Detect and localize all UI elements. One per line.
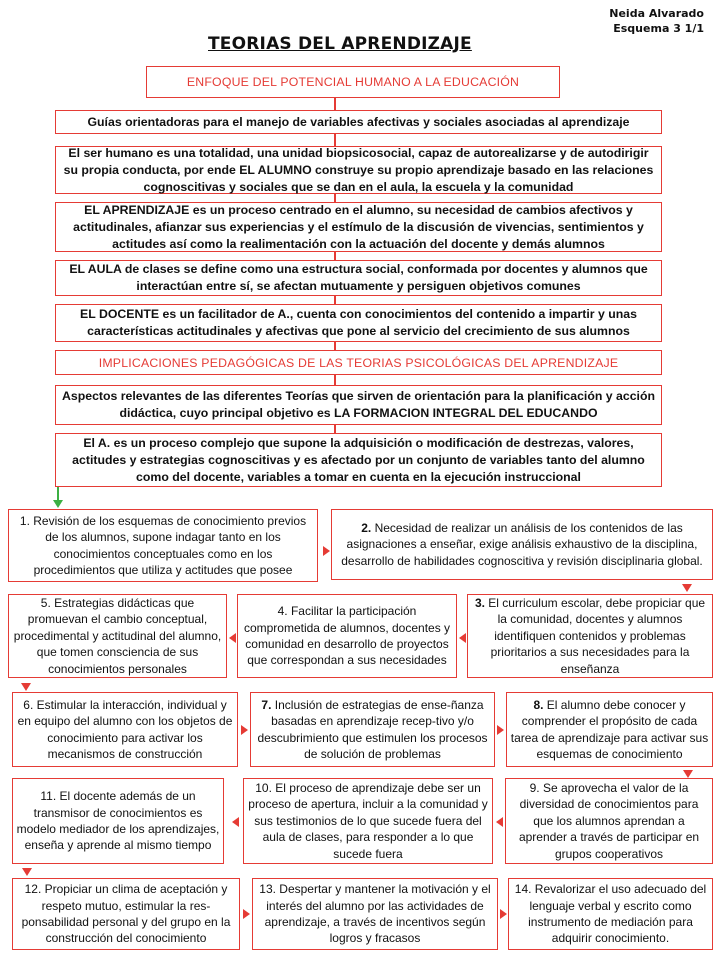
learning-box bbox=[55, 202, 662, 252]
item-3-number: 3. bbox=[474, 595, 485, 610]
arrow-down-icon bbox=[683, 770, 693, 778]
implications-text: IMPLICACIONES PEDAGÓGICAS DE LAS TEORIAS PSICOLÓGICAS DEL APRENDIZAJE bbox=[98, 355, 619, 370]
item-6-box bbox=[12, 692, 238, 767]
item-9-box bbox=[505, 778, 713, 864]
item-2-box bbox=[331, 509, 713, 580]
item-8-box bbox=[506, 692, 713, 767]
item-1-box bbox=[8, 509, 318, 582]
arrow-down-icon bbox=[22, 868, 32, 876]
item-8-text: El alumno debe conocer y comprender el propósito de cada tarea de aprendizaje para activar sus esquemas de conocimiento bbox=[510, 697, 709, 761]
item-13-box bbox=[252, 878, 498, 950]
connector-line bbox=[334, 425, 336, 433]
item-12-text: 12. Propiciar un clima de aceptación y respeto mutuo, estimular la res-ponsabilidad personal y del grupo en la construcción del conocimiento bbox=[21, 882, 231, 946]
item-4-box bbox=[237, 594, 457, 678]
item-2-text: Necesidad de realizar un análisis de los contenidos de las asignaciones a enseñar, exige análisis exhaustivo de la disciplina, desarrollo de habilidades cognoscitiva y revisión disciplinaria global. bbox=[341, 520, 703, 568]
arrow-right-icon bbox=[497, 725, 504, 735]
connector-line bbox=[334, 342, 336, 350]
human-being-text: El ser humano es una totalidad, una unidad biopsicosocial, capaz de autorealizarse y de autodirigir su propia conducta, por ende EL ALUMNO construye su propio aprendizaje basado en las relaciones cognoscitivas y sociales que se dan en el aula, la escuela y la comunidad bbox=[63, 145, 654, 194]
potential-approach-text: ENFOQUE DEL POTENCIAL HUMANO A LA EDUCACIÓN bbox=[186, 75, 520, 89]
process-box bbox=[55, 433, 662, 487]
author-block bbox=[609, 6, 704, 36]
arrow-right-icon bbox=[323, 546, 330, 556]
learning-text: EL APRENDIZAJE es un proceso centrado en el alumno, su necesidad de cambios afectivos y actitudinales, afianzar sus experiencias y el estímulo de la discusión de vivencias, sentimientos y actitudes así como la realimentación con la actuación del docente y demás alumnos bbox=[73, 202, 644, 251]
item-14-box bbox=[508, 878, 713, 950]
item-8-number: 8. bbox=[533, 697, 544, 712]
item-7-box bbox=[250, 692, 495, 767]
arrow-down-icon bbox=[682, 584, 692, 592]
item-7-number: 7. bbox=[261, 697, 272, 712]
item-13-text: 13. Despertar y mantener la motivación y el interés del alumno por las actividades de aprendizaje, a través de incentivos según logros y fracasos bbox=[259, 882, 491, 946]
arrow-left-icon bbox=[232, 817, 239, 827]
human-being-box bbox=[55, 146, 662, 194]
guides-text: Guías orientadoras para el manejo de variables afectivas y sociales asociadas al aprendizaje bbox=[87, 114, 630, 129]
item-10-box bbox=[243, 778, 493, 864]
item-10-text: 10. El proceso de aprendizaje debe ser un proceso de apertura, incluir a la comunidad y sus testimonios de lo que sucede fuera del aula de clases, para responder a lo que sucede fuera bbox=[248, 780, 488, 861]
item-11-text: 11. El docente además de un transmisor de conocimientos es modelo mediador de los aprendizajes, enseña y aprende al mismo tiempo bbox=[16, 789, 220, 853]
green-arrow-down-icon bbox=[53, 500, 63, 508]
item-7-text: Inclusión de estrategias de ense-ñanza basadas en aprendizaje recep-tivo y/o descubrimiento que estimulen los procesos de solución de problemas bbox=[257, 697, 488, 761]
item-11-box bbox=[12, 778, 224, 864]
implications-box bbox=[55, 350, 662, 375]
potential-approach-box bbox=[146, 66, 560, 98]
item-3-box bbox=[467, 594, 713, 678]
item-2-number: 2. bbox=[361, 520, 372, 535]
item-3-text: El curriculum escolar, debe propiciar que la comunidad, docentes y alumnos identifiquen contenidos y problemas prioritarios a sus necesidades para la enseñanza bbox=[484, 595, 706, 676]
arrow-left-icon bbox=[229, 633, 236, 643]
page-title: TEORIAS DEL APRENDIZAJE bbox=[208, 34, 472, 54]
item-1-text: 1. Revisión de los esquemas de conocimiento previos de los alumnos, supone indagar tanto en los conocimientos conceptuales como en los procedimientos que utiliza y actitudes que posee bbox=[19, 513, 307, 577]
green-connector bbox=[57, 487, 59, 501]
classroom-text: EL AULA de clases se define como una estructura social, conformada por docentes y alumnos que interactúan entre sí, se afectan mutuamente y persiguen objetivos comunes bbox=[69, 262, 648, 293]
connector-line bbox=[334, 296, 336, 304]
item-5-box bbox=[8, 594, 227, 678]
item-4-text: 4. Facilitar la participación comprometida de alumnos, docentes y comunidad en desarrollo de proyectos que correspondan a sus necesidades bbox=[243, 604, 451, 668]
author-name: Neida Alvarado bbox=[609, 7, 704, 20]
teacher-box bbox=[55, 304, 662, 342]
item-14-text: 14. Revalorizar el uso adecuado del lenguaje verbal y escrito como instrumento de mediación para adquirir conocimiento. bbox=[514, 882, 707, 946]
guides-box bbox=[55, 110, 662, 134]
connector-line bbox=[334, 375, 336, 385]
arrow-left-icon bbox=[496, 817, 503, 827]
connector-line bbox=[334, 98, 336, 110]
arrow-right-icon bbox=[241, 725, 248, 735]
item-12-box bbox=[12, 878, 240, 950]
item-6-text: 6. Estimular la interacción, individual y en equipo del alumno con los objetos de conocimiento para activar los mecanismos de construcción bbox=[17, 697, 233, 761]
teacher-text: EL DOCENTE es un facilitador de A., cuenta con conocimientos del contenido a impartir y unas características actitudinales y afectivas que pone al servicio del crecimiento de sus alumnos bbox=[80, 307, 637, 338]
classroom-box bbox=[55, 260, 662, 296]
aspects-text: Aspectos relevantes de las diferentes Teorías que sirven de orientación para la planificación y acción didáctica, cuyo principal objetivo es LA FORMACION INTEGRAL DEL EDUCANDO bbox=[62, 389, 655, 420]
arrow-right-icon bbox=[500, 909, 507, 919]
arrow-left-icon bbox=[459, 633, 466, 643]
arrow-right-icon bbox=[243, 909, 250, 919]
arrow-down-icon bbox=[21, 683, 31, 691]
scheme-label: Esquema 3 1/1 bbox=[613, 22, 704, 35]
item-9-text: 9. Se aprovecha el valor de la diversidad de conocimientos para que los alumnos aprendan a aprender a través de participar en grupos cooperativos bbox=[518, 780, 700, 861]
item-5-text: 5. Estrategias didácticas que promuevan el cambio conceptual, procedimental y actitudinal del alumno, que tomen consciencia de sus conocimientos personales bbox=[13, 595, 222, 676]
connector-line bbox=[334, 252, 336, 260]
aspects-box bbox=[55, 385, 662, 425]
process-text: El A. es un proceso complejo que supone la adquisición o modificación de destrezas, valores, actitudes y estrategias cognoscitivas y es afectado por un conjunto de variables tanto del alumno como del docente, variables a tomar en cuenta en la ejecución instruccional bbox=[72, 435, 645, 484]
